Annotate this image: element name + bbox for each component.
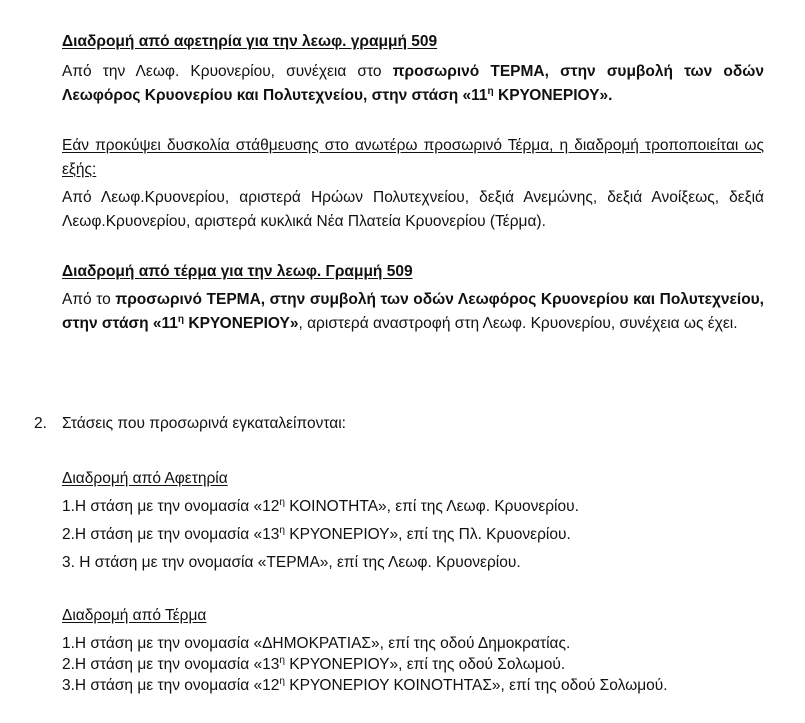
list-item-2 (34, 412, 774, 436)
alternative-route-text: Από Λεωφ.Κρυονερίου, αριστερά Ηρώων Πολυτεχνείου, δεξιά Ανεμώνης, δεξιά Ανοίξεως, δεξιά Λεωφ.Κρυονερίου, αριστερά κυκλικά Νέα Πλατεία Κρυονερίου (Τέρμα). (62, 189, 764, 230)
stop-line: 1.Η στάση με την ονομασία «ΔΗΜΟΚΡΑΤΙΑΣ», επί της οδού Δημοκρατίας. (62, 635, 571, 652)
stop-line: 2.Η στάση με την ονομασία «$13^\eta$ ΚΡΥΟΝΕΡΙΟΥ», επί της Πλ. Κρυονερίου. (62, 524, 571, 543)
list-item-2-number: 2. (34, 415, 47, 432)
stop-line: 3. Η στάση με την ονομασία «ΤΕΡΜΑ», επί της Λεωφ. Κρυονερίου. (62, 554, 521, 571)
stops-from-start-heading: Διαδρομή από Αφετηρία (62, 470, 228, 487)
route-from-end-text-bold: προσωρινό ΤΕΡΜΑ, στην συμβολή των οδών Λεωφόρος Κρυονερίου και Πολυτεχνείου, στην στάση «$11^\eta$ ΚΡΥΟΝΕΡΙΟΥ» (62, 291, 764, 332)
stop-line: 3.Η στάση με την ονομασία «$12^\eta$ ΚΡΥΟΝΕΡΙΟΥ ΚΟΙΝΟΤΗΤΑΣ», επί της οδού Σολωμού. (62, 675, 668, 694)
list-item-2-text: Στάσεις που προσωρινά εγκαταλείπονται: (62, 415, 346, 432)
route-from-start-text-bold: προσωρινό ΤΕΡΜΑ, στην συμβολή των οδών Λεωφόρος Κρυονερίου και Πολυτεχνείου, στην στάση «$11^\eta$ ΚΡΥΟΝΕΡΙΟΥ». (62, 63, 764, 104)
stop-line: 1.Η στάση με την ονομασία «$12^\eta$ ΚΟΙΝΟΤΗΤΑ», επί της Λεωφ. Κρυονερίου. (62, 496, 579, 515)
route-from-start-section (62, 30, 764, 108)
route-from-end-section (62, 260, 764, 336)
route-from-end-heading: Διαδρομή από τέρμα για την λεωφ. Γραμμή 509 (62, 263, 413, 280)
route-from-start-text (62, 60, 764, 108)
route-from-start-heading: Διαδρομή από αφετηρία για την λεωφ. γραμμή 509 (62, 33, 438, 50)
route-from-end-text: Από το προσωρινό ΤΕΡΜΑ, στην συμβολή των οδών Λεωφόρος Κρυονερίου και Πολυτεχνείου, στην στάση «$11^\eta$ ΚΡΥΟΝΕΡΙΟΥ», αριστερά αναστροφή στη Λεωφ. Κρυονερίου, συνέχεια ως έχει. (62, 291, 764, 332)
alternative-route-section (62, 134, 764, 234)
route-from-start-text-a: Από την Λεωφ. Κρυονερίου, συνέχεια στο (62, 63, 393, 80)
stops-from-start-section (62, 467, 764, 575)
alternative-route-heading: Εάν προκύψει δυσκολία στάθμευσης στο ανωτέρω προσωρινό Τέρμα, η διαδρομή τροποποιείται ως εξής: (62, 137, 764, 178)
stops-from-end-heading: Διαδρομή από Τέρμα (62, 607, 207, 624)
stop-line: 2.Η στάση με την ονομασία «$13^\eta$ ΚΡΥΟΝΕΡΙΟΥ», επί της οδού Σολωμού. (62, 654, 566, 673)
stops-from-end-section (62, 604, 764, 696)
